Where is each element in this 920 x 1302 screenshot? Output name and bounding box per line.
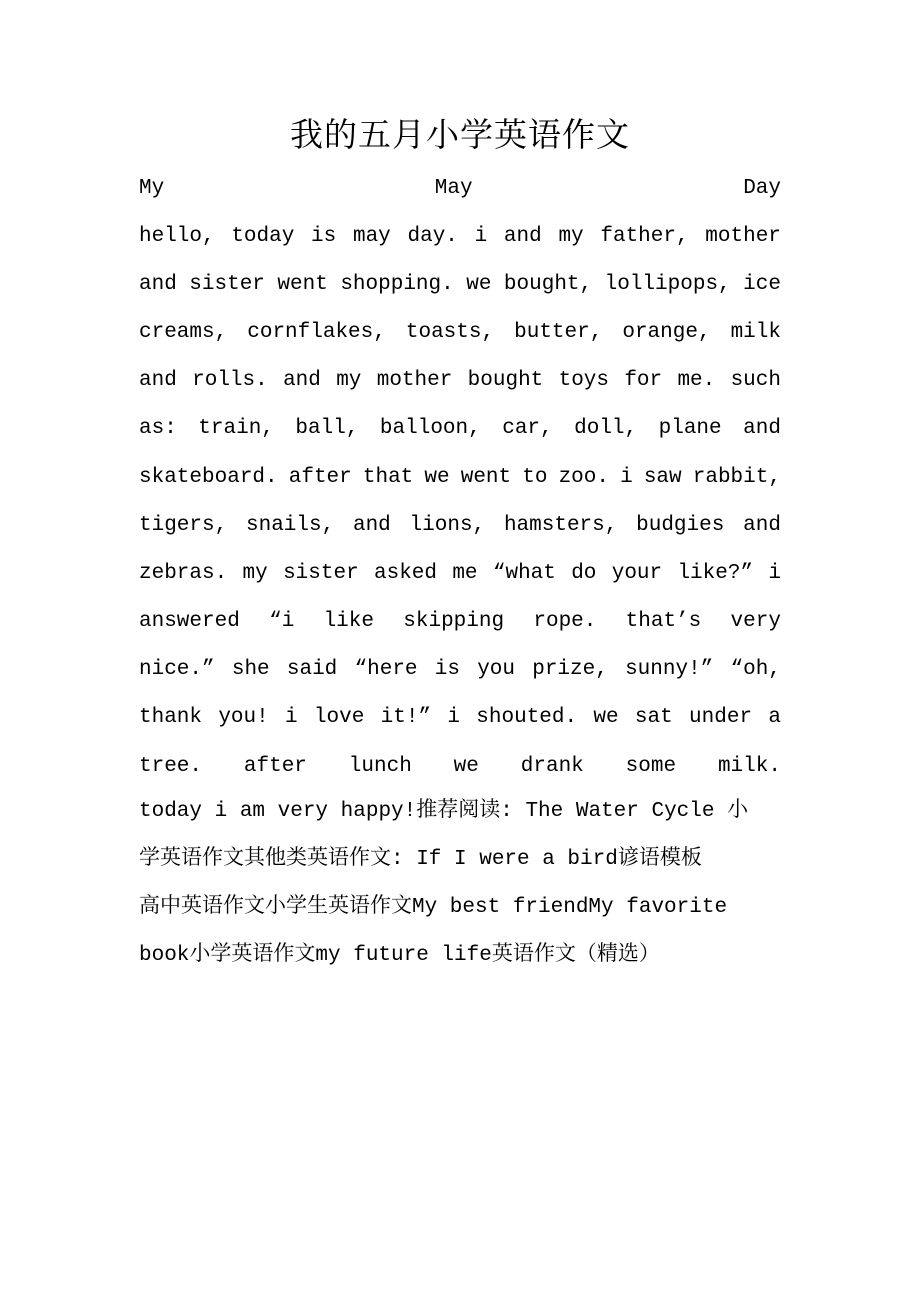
body-word: to [522, 466, 548, 489]
body-line [139, 655, 781, 685]
body-word: mother [705, 225, 781, 248]
body-word: after [288, 466, 352, 489]
body-word: is [434, 658, 460, 681]
body-word: zebras. [139, 562, 228, 585]
heading-word: My [139, 177, 165, 200]
body-word: may [352, 225, 391, 248]
body-word: thank [139, 706, 203, 729]
body-word: i [447, 706, 460, 729]
body-word: lollipops, [604, 273, 731, 296]
body-word: saw [643, 466, 682, 489]
body-word: for [624, 369, 663, 392]
body-word: prize, [532, 658, 608, 681]
body-word: it!” [380, 706, 432, 729]
body-word: sat [634, 706, 673, 729]
body-word: creams, [139, 321, 228, 344]
body-word: that’s [625, 610, 702, 633]
body-word: as: [139, 417, 177, 440]
body-word: “oh, [730, 658, 781, 681]
body-word: plane [658, 417, 722, 440]
body-word: me. [677, 369, 716, 392]
body-word: and [352, 514, 391, 537]
body-line [139, 559, 781, 589]
body-word: “what [492, 562, 556, 585]
body-word: sunny!” [625, 658, 714, 681]
body-word: train, [198, 417, 274, 440]
body-word: you [477, 658, 515, 681]
body-word: “here [354, 658, 418, 681]
body-word: a [768, 706, 781, 729]
body-word: skateboard. [139, 466, 278, 489]
body-line [139, 270, 781, 300]
body-word: she [231, 658, 270, 681]
body-line [139, 752, 781, 782]
body-word: milk [730, 321, 781, 344]
body-word: ball, [295, 417, 359, 440]
related-reading-line: 高中英语作文小学生英语作文My best friendMy favorite [139, 896, 728, 919]
body-word: drank [520, 755, 584, 778]
body-word: my [242, 562, 268, 585]
body-word: snails, [245, 514, 335, 537]
body-word: ice [743, 273, 781, 296]
body-word: that [362, 466, 414, 489]
body-word: asked [374, 562, 438, 585]
body-word: my [558, 225, 584, 248]
heading-word: May [434, 177, 473, 200]
related-reading-line: book小学英语作文my future life英语作文（精选） [139, 944, 660, 967]
body-word: such [730, 369, 781, 392]
body-word: doll, [574, 417, 638, 440]
body-word: sister [189, 273, 265, 296]
body-line [139, 366, 781, 396]
body-line [139, 414, 781, 444]
body-word: said [286, 658, 338, 681]
body-word: after [243, 755, 307, 778]
body-word: and [283, 369, 321, 392]
body-word: me [452, 562, 478, 585]
body-word: love [313, 706, 365, 729]
body-word: my [336, 369, 362, 392]
body-word: butter, [514, 321, 603, 344]
body-line [139, 222, 781, 252]
body-word: like [323, 610, 374, 633]
body-word: bought, [503, 273, 593, 296]
body-word: orange, [622, 321, 711, 344]
body-word: we [424, 466, 450, 489]
body-word: hello, [139, 225, 215, 248]
body-word: i [474, 225, 488, 248]
body-word: lions, [409, 514, 486, 537]
body-word: like?” [677, 562, 754, 585]
body-word: and [743, 417, 781, 440]
body-word: tree. [139, 755, 203, 778]
body-line [139, 511, 781, 541]
body-word: i [285, 706, 298, 729]
body-word: some [625, 755, 677, 778]
body-word: tigers, [139, 514, 228, 537]
body-word: and [139, 273, 177, 296]
body-word: you! [218, 706, 269, 729]
body-word: we [453, 755, 479, 778]
body-word: day. [407, 225, 458, 248]
related-reading-line: today i am very happy!推荐阅读: The Water Cycle 小 [139, 800, 749, 823]
body-word: cornflakes, [247, 321, 386, 344]
body-word: shopping. [340, 273, 454, 296]
document-title: 我的五月小学英语作文 [290, 115, 630, 154]
body-word: toys [558, 369, 610, 392]
body-word: zoo. [558, 466, 609, 489]
body-word: sister [283, 562, 359, 585]
body-word: toasts, [405, 321, 495, 344]
body-word: and [743, 514, 781, 537]
body-word: mother [376, 369, 453, 392]
body-word: father, [600, 225, 689, 248]
body-word: “i [269, 610, 295, 633]
body-word: bought [467, 369, 544, 392]
body-word: and [139, 369, 177, 392]
body-word: do [571, 562, 597, 585]
body-line [139, 607, 781, 637]
body-word: lunch [348, 755, 412, 778]
body-word: went [460, 466, 512, 489]
body-word: is [311, 225, 337, 248]
body-word: we [593, 706, 619, 729]
body-word: balloon, [379, 417, 481, 440]
body-word: shouted. [476, 706, 578, 729]
essay-heading [139, 174, 781, 204]
body-word: very [730, 610, 781, 633]
body-word: budgies [636, 514, 725, 537]
body-word: milk. [717, 755, 781, 778]
body-word: today [231, 225, 295, 248]
body-word: i [620, 466, 633, 489]
related-reading-line: 学英语作文其他类英语作文: If I were a bird谚语模板 [139, 848, 702, 871]
body-line [139, 318, 781, 348]
body-word: we [466, 273, 492, 296]
body-word: went [277, 273, 328, 296]
body-word: your [611, 562, 663, 585]
body-word: nice.” [139, 658, 215, 681]
body-word: i [768, 562, 781, 585]
body-word: hamsters, [503, 514, 618, 537]
body-word: skipping [403, 610, 505, 633]
body-word: under [689, 706, 753, 729]
body-word: rope. [533, 610, 597, 633]
heading-word: Day [743, 177, 781, 200]
body-line [139, 463, 781, 493]
body-word: and [503, 225, 542, 248]
body-line [139, 703, 781, 733]
body-word: rolls. [192, 369, 268, 392]
body-word: rabbit, [692, 466, 781, 489]
body-word: answered [139, 610, 240, 633]
body-word: car, [502, 417, 553, 440]
